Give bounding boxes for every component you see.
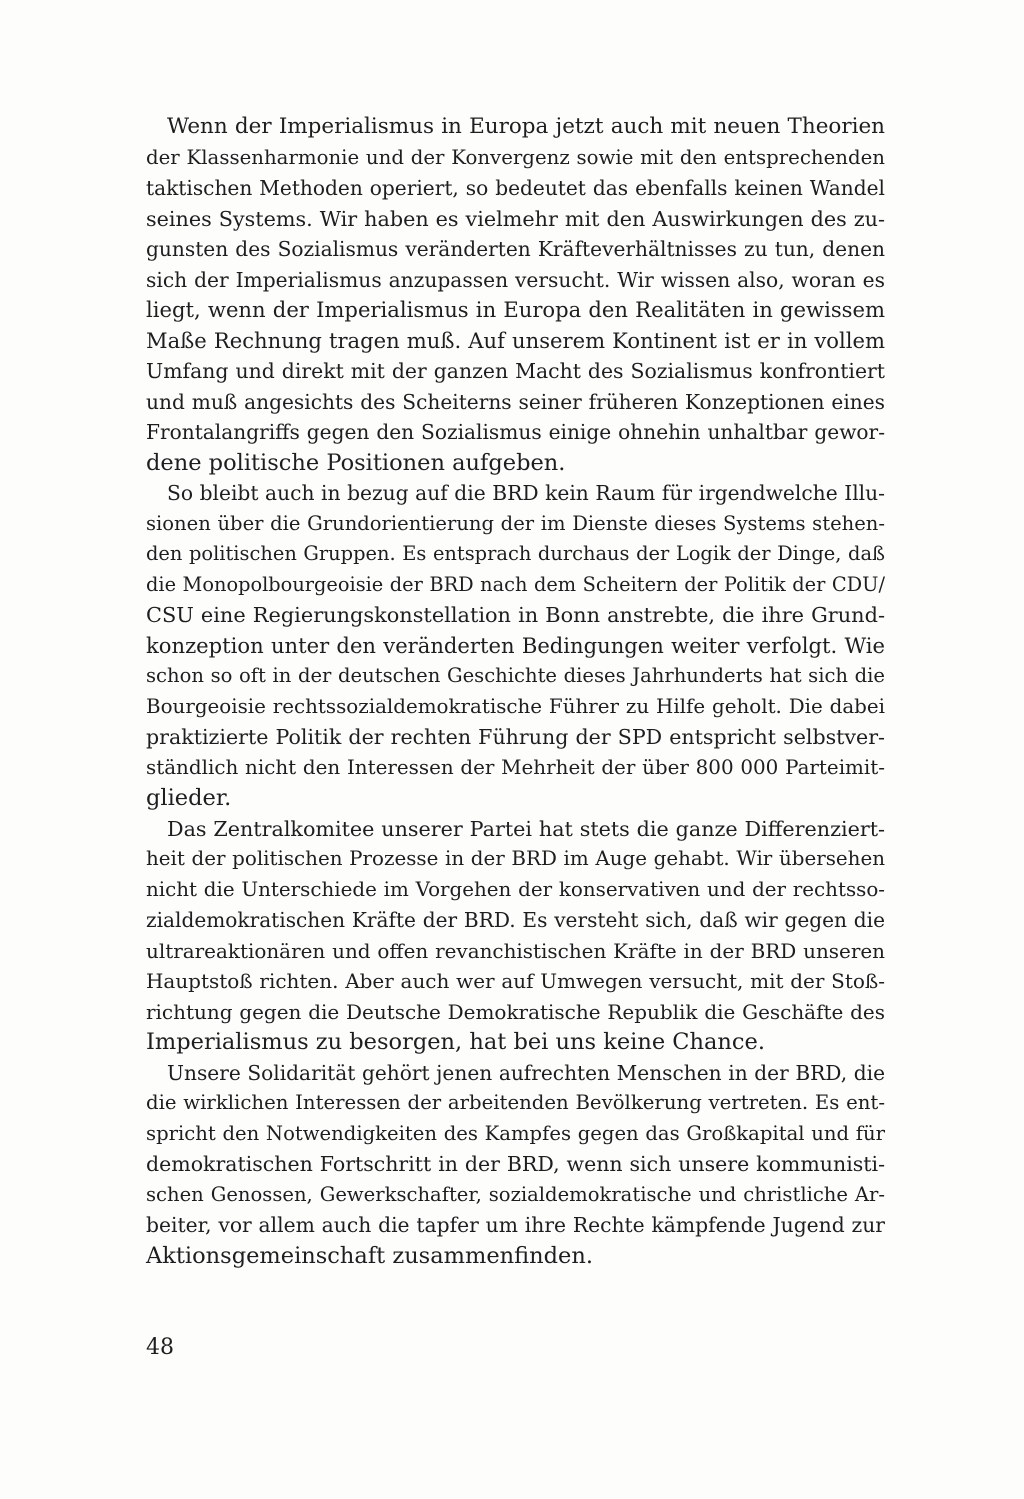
text-line: Das Zentralkomitee unserer Partei hat stets die ganze Differenziert-: [167, 816, 885, 841]
text-line: den politischen Gruppen. Es entsprach durchaus der Logik der Dinge, daß: [146, 542, 885, 565]
page-number: 48: [146, 1335, 174, 1360]
text-line: Bourgeoisie rechtssozialdemokratische Führer zu Hilfe geholt. Die dabei: [146, 694, 885, 718]
text-line: seines Systems. Wir haben es vielmehr mit den Auswirkungen des zu-: [146, 206, 885, 231]
text-line: taktischen Methoden operiert, so bedeutet das ebenfalls keinen Wandel: [146, 176, 885, 200]
text-line: beiter, vor allem auch die tapfer um ihre Rechte kämpfende Jugend zur: [146, 1213, 885, 1237]
text-line: Maße Rechnung tragen muß. Auf unserem Kontinent ist er in vollem: [146, 327, 885, 353]
text-line: spricht den Notwendigkeiten des Kampfes gegen das Großkapital und für: [146, 1121, 885, 1145]
text-line: die Monopolbourgeoisie der BRD nach dem Scheitern der Politik der CDU/: [146, 572, 885, 596]
text-line: nicht die Unterschiede im Vorgehen der konservativen und der rechtsso-: [146, 877, 885, 901]
text-line: CSU eine Regierungskonstellation in Bonn anstrebte, die ihre Grund-: [146, 603, 885, 627]
text-line: dene politische Positionen aufgeben.: [146, 449, 566, 476]
text-line: ultrareaktionären und offen revanchistischen Kräfte in der BRD unseren: [146, 938, 885, 963]
text-line: Wenn der Imperialismus in Europa jetzt auch mit neuen Theorien: [167, 114, 885, 139]
text-line: glieder.: [146, 785, 232, 811]
text-line: heit der politischen Prozesse in der BRD im Auge gehabt. Wir übersehen: [146, 847, 885, 870]
text-line: praktizierte Politik der rechten Führung der SPD entspricht selbstver-: [146, 725, 885, 749]
text-line: liegt, wenn der Imperialismus in Europa den Realitäten in gewissem: [146, 297, 885, 322]
paragraph: [146, 814, 885, 1058]
text-line: Aktionsgemeinschaft zusammenfinden.: [146, 1242, 593, 1269]
paragraph: [146, 1058, 885, 1272]
text-line: Umfang und direkt mit der ganzen Macht des Sozialismus konfrontiert: [146, 359, 885, 383]
text-line: Frontalangriffs gegen den Sozialismus einige ohnehin unhaltbar gewor-: [146, 420, 885, 444]
text-line: demokratischen Fortschritt in der BRD, wenn sich unsere kommunisti-: [146, 1152, 885, 1176]
body-text: [146, 112, 885, 1271]
text-line: und muß angesichts des Scheiterns seiner früheren Konzeptionen eines: [146, 389, 885, 414]
text-line: konzeption unter den veränderten Bedingungen weiter verfolgt. Wie: [146, 632, 885, 658]
text-line: ständlich nicht den Interessen der Mehrheit der über 800 000 Parteimit-: [146, 755, 885, 779]
text-line: die wirklichen Interessen der arbeitenden Bevölkerung vertreten. Es ent-: [146, 1091, 885, 1114]
paragraph: [146, 478, 885, 814]
text-line: Imperialismus zu besorgen, hat bei uns keine Chance.: [146, 1029, 765, 1055]
paragraph: [146, 112, 885, 478]
text-line: So bleibt auch in bezug auf die BRD kein Raum für irgendwelche Illu-: [167, 481, 885, 505]
text-line: schen Genossen, Gewerkschafter, sozialdemokratische und christliche Ar-: [146, 1182, 885, 1206]
text-line: Hauptstoß richten. Aber auch wer auf Umwegen versucht, mit der Stoß-: [146, 969, 885, 993]
text-line: sionen über die Grundorientierung der im Dienste dieses Systems stehen-: [146, 511, 885, 535]
text-line: schon so oft in der deutschen Geschichte dieses Jahrhunderts hat sich die: [146, 664, 885, 687]
text-line: zialdemokratischen Kräfte der BRD. Es versteht sich, daß wir gegen die: [146, 908, 885, 932]
text-line: gunsten des Sozialismus veränderten Kräfteverhältnisses zu tun, denen: [146, 237, 885, 261]
text-line: richtung gegen die Deutsche Demokratische Republik die Geschäfte des: [146, 999, 885, 1024]
text-line: der Klassenharmonie und der Konvergenz sowie mit den entsprechenden: [146, 145, 885, 169]
text-line: Unsere Solidarität gehört jenen aufrechten Menschen in der BRD, die: [167, 1060, 885, 1085]
text-line: sich der Imperialismus anzupassen versucht. Wir wissen also, woran es: [146, 267, 885, 292]
